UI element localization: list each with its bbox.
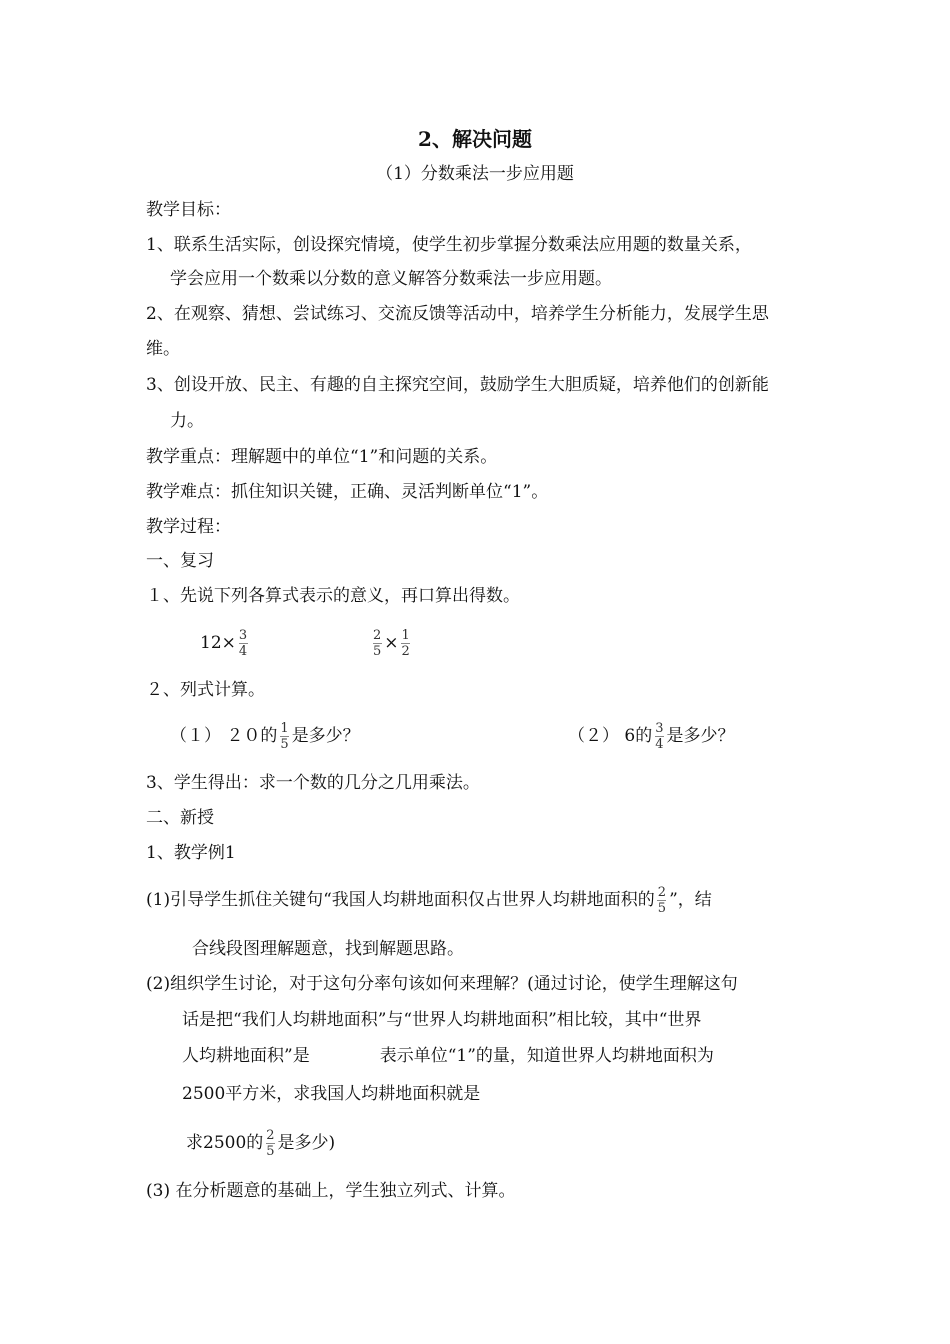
fraction: $\frac{2}{5}$ bbox=[266, 1128, 275, 1159]
review-item-1: １、先说下列各算式表示的意义，再口算出得数。 bbox=[146, 586, 520, 606]
goal-3-line-1: 3、创设开放、民主、有趣的自主探究空间，鼓励学生大胆质疑，培养他们的创新能 bbox=[146, 375, 769, 395]
goals-heading: 教学目标： bbox=[146, 200, 231, 220]
goal-2-line-2: 维。 bbox=[146, 339, 180, 359]
key-point: 教学重点：理解题中的单位“1”和问题的关系。 bbox=[146, 447, 498, 467]
calc-item-2: （２） 6的 $\frac{3}{4}$ 是多少？ bbox=[568, 721, 735, 752]
step-2-line-2: 话是把“我们人均耕地面积”与“世界人均耕地面积”相比较，其中“世界 bbox=[182, 1010, 702, 1030]
page-title: 2、解决问题 bbox=[418, 127, 532, 151]
step-1-line-1: (1)引导学生抓住关键句“我国人均耕地面积仅占世界人均耕地面积的 $\frac{2}{5}$ ”，结 bbox=[146, 885, 712, 916]
step-3: (3) 在分析题意的基础上，学生独立列式、计算。 bbox=[146, 1181, 516, 1201]
review-item-2: ２、列式计算。 bbox=[146, 680, 265, 700]
goal-3-line-2: 力。 bbox=[170, 411, 204, 431]
fraction: $\frac{3}{4}$ bbox=[238, 628, 248, 659]
step-2-line-5: 求2500的 $\frac{2}{5}$ 是多少) bbox=[186, 1128, 336, 1159]
new-lesson-heading: 二、新授 bbox=[146, 808, 214, 828]
difficulty-point: 教学难点：抓住知识关键，正确、灵活判断单位“1”。 bbox=[146, 482, 549, 502]
review-item-3: 3、学生得出：求一个数的几分之几用乘法。 bbox=[146, 773, 480, 793]
goal-2-line-1: 2、在观察、猜想、尝试练习、交流反馈等活动中，培养学生分析能力，发展学生思 bbox=[146, 304, 769, 324]
review-heading: 一、复习 bbox=[146, 551, 214, 571]
fraction: $\frac{3}{4}$ bbox=[655, 721, 664, 752]
fraction: $\frac{1}{5}$ bbox=[280, 721, 289, 752]
process-heading: 教学过程： bbox=[146, 517, 231, 537]
page-subtitle: （1）分数乘法一步应用题 bbox=[376, 164, 574, 184]
expression-1 bbox=[200, 628, 250, 659]
multiply-operator: × bbox=[384, 633, 399, 653]
expression-2 bbox=[370, 628, 413, 659]
goal-1-line-2: 学会应用一个数乘以分数的意义解答分数乘法一步应用题。 bbox=[170, 269, 612, 289]
step-2-line-4: 2500平方米，求我国人均耕地面积就是 bbox=[182, 1084, 481, 1104]
step-2-line-3: 人均耕地面积”是 表示单位“1”的量，知道世界人均耕地面积为 bbox=[182, 1046, 714, 1066]
step-2-line-1: (2)组织学生讨论，对于这句分率句该如何来理解？(通过讨论，使学生理解这句 bbox=[146, 974, 738, 994]
calc-item-1: （１） ２０的 $\frac{1}{5}$ 是多少？ bbox=[170, 721, 360, 752]
fraction: $\frac{1}{2}$ bbox=[401, 628, 410, 659]
example-1-heading: 1、教学例1 bbox=[146, 843, 236, 863]
step-1-line-2: 合线段图理解题意，找到解题思路。 bbox=[192, 939, 464, 959]
expression-1-whole: 12× bbox=[200, 633, 236, 653]
fraction: $\frac{2}{5}$ bbox=[657, 885, 667, 916]
fraction: $\frac{2}{5}$ bbox=[373, 628, 382, 659]
goal-1-line-1: 1、联系生活实际，创设探究情境，使学生初步掌握分数乘法应用题的数量关系， bbox=[146, 235, 752, 255]
